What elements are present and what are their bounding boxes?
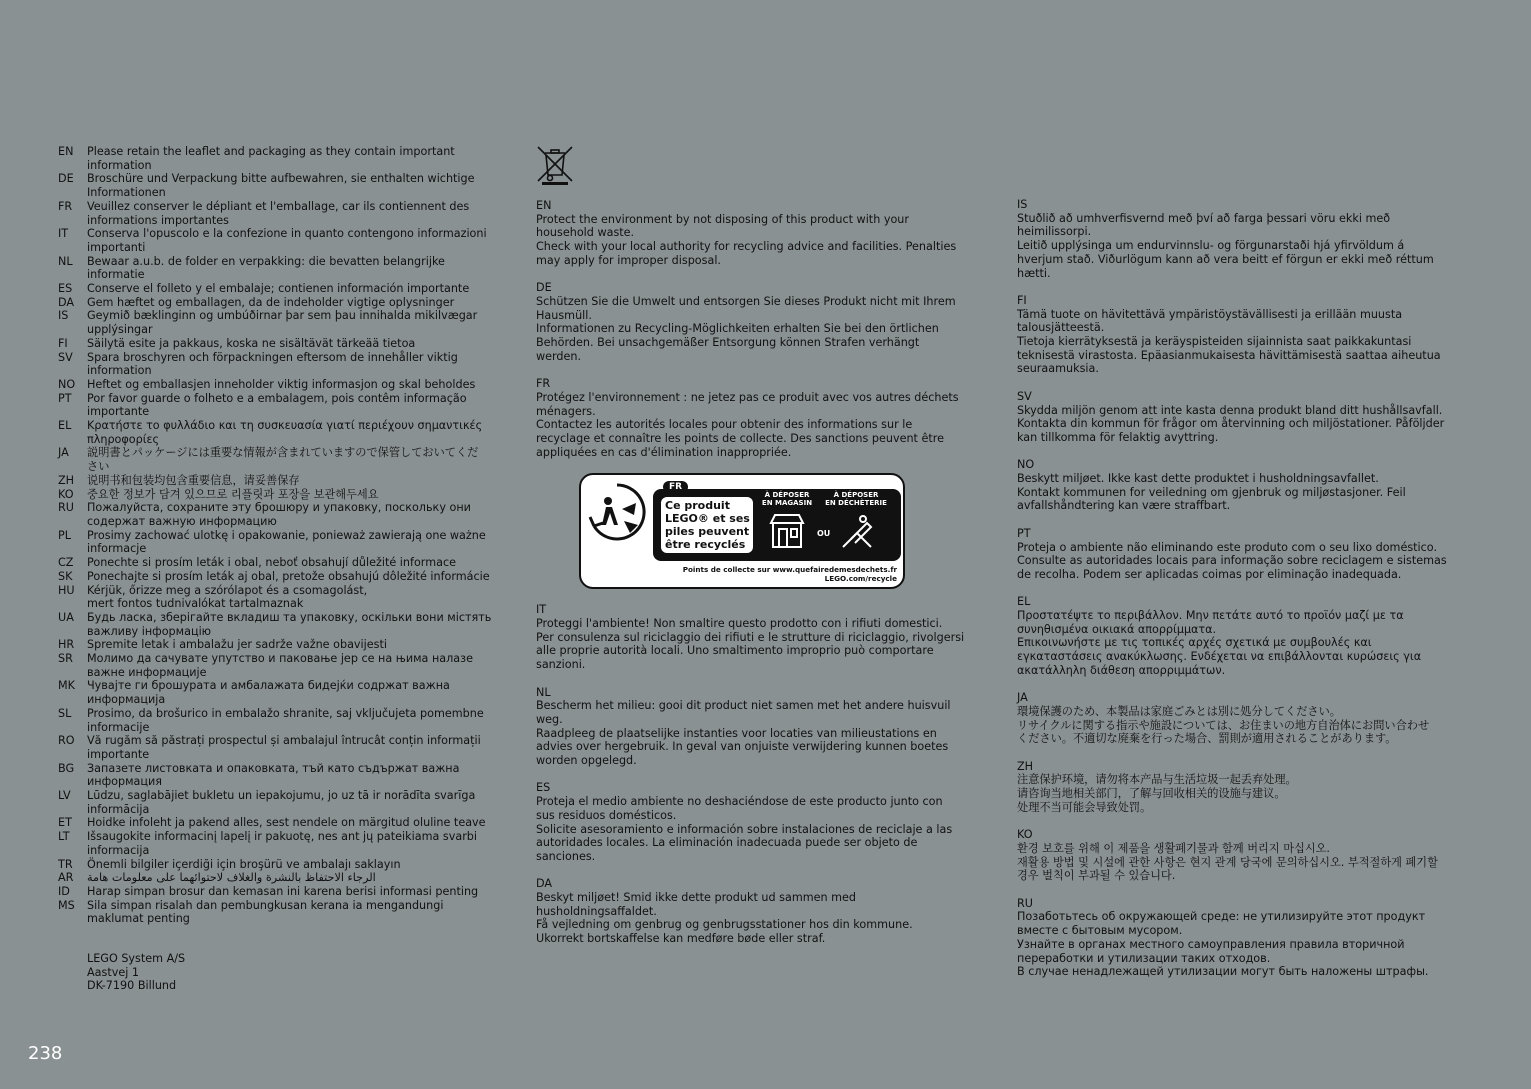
retain-notice-text: Geymið bæklinginn og umbúðirnar þar sem þau innihalda mikilvægar upplýsingar bbox=[87, 309, 478, 337]
disposal-notice bbox=[1017, 828, 1472, 883]
language-code: ZH bbox=[1017, 759, 1034, 773]
retain-notice-row bbox=[58, 556, 516, 570]
company-address: LEGO System A/S Aastvej 1 DK-7190 Billund bbox=[87, 952, 186, 993]
retain-notice-row bbox=[58, 501, 516, 528]
retain-notice-text: 说明书和包装均包含重要信息，请妥善保存 bbox=[87, 473, 300, 487]
fr-store-label: À DÉPOSER EN MAGASIN bbox=[761, 491, 813, 508]
retain-notice-text: Conserva l'opuscolo e la confezione in quanto contengono informazioni importanti bbox=[87, 227, 487, 254]
disposal-notice bbox=[1017, 198, 1472, 280]
retain-notice-text: Kérjük, őrizze meg a szórólapot és a csomagolást, mert fontos tudnivalókat tartalmaznak bbox=[87, 583, 368, 611]
language-code: ET bbox=[58, 816, 72, 830]
fr-label: FR bbox=[663, 481, 688, 493]
language-code: NL bbox=[536, 685, 551, 699]
disposal-notice-text: Skydda miljön genom att inte kasta denna produkt bland ditt hushållsavfall. Kontakta din kommun för frågor om återvinning och miljöstationer. Påföljder kan tillkomma för felaktig avyttring. bbox=[1017, 403, 1445, 444]
disposal-notice-text: Beskyt miljøet! Smid ikke dette produkt ud sammen med husholdningsaffaldet. Få vejledning om genbrug og genbrugsstationer hos din kommune. Ukorrekt bortskaffelse kan medføre bøde eller straf. bbox=[536, 891, 913, 946]
disposal-notice bbox=[1017, 897, 1472, 979]
fr-line: LEGO® et ses bbox=[665, 512, 750, 526]
disposal-column-3 bbox=[1017, 198, 1472, 993]
language-code: MS bbox=[58, 898, 75, 912]
retain-notice-text: Harap simpan brosur dan kemasan ini karena berisi informasi penting bbox=[87, 884, 479, 898]
language-code: ID bbox=[58, 884, 70, 898]
retain-notice-text: Išsaugokite informacinį lapelį ir pakuotę, nes ant jų pateikiama svarbi informacija bbox=[87, 830, 478, 857]
fr-recycling-badge bbox=[579, 473, 905, 589]
disposal-list-bottom bbox=[536, 603, 991, 946]
retain-notice-row bbox=[58, 351, 516, 378]
language-code: PT bbox=[58, 391, 72, 405]
language-code: SK bbox=[58, 569, 73, 583]
retain-notice-text: Чувајте ги брошурата и амбалажата бидејќи содржат важна информација bbox=[87, 679, 450, 707]
disposal-notice-text: 環境保護のため、本製品は家庭ごみとは別に処分してください。 リサイクルに関する指示や施設については、お住まいの地方自治体にお問い合わせ ください。不適切な廃棄を行った場合、罰則が適用されることがあります。 bbox=[1017, 704, 1430, 746]
retain-notice-row bbox=[58, 885, 516, 899]
language-code: FI bbox=[1017, 293, 1027, 307]
language-code: DA bbox=[58, 295, 75, 309]
fr-line: être recyclés bbox=[665, 538, 746, 552]
disposal-notice bbox=[536, 377, 991, 459]
language-code: IT bbox=[58, 227, 69, 241]
retain-notice-text: Молимо да сачувате упутство и паковање јер се на њима налазе важне информације bbox=[87, 652, 473, 679]
retain-notice-text: Prosimy zachować ulotkę i opakowanie, ponieważ zawierają one ważne informacje bbox=[87, 528, 486, 556]
language-code: PT bbox=[1017, 526, 1031, 540]
retain-notice-text: Bewaar a.u.b. de folder en verpakking: die bevatten belangrijke informatie bbox=[87, 254, 445, 282]
disposal-notice bbox=[1017, 294, 1472, 376]
language-code: ES bbox=[58, 282, 73, 296]
language-code: FI bbox=[58, 336, 68, 350]
retain-notice-text: Säilytä esite ja pakkaus, koska ne sisältävät tärkeää tietoa bbox=[87, 336, 416, 350]
disposal-notice-text: Protégez l'environnement : ne jetez pas ce produit avec vos autres déchets ménagers. Contactez les autorités locales pour obtenir des informations sur le recyclage et connaître les points de collecte. Des sanctions peuvent être appliquées en cas d'élimination inappropriée. bbox=[536, 390, 959, 459]
language-code: SR bbox=[58, 652, 73, 666]
retain-notice-text: Please retain the leaflet and packaging as they contain important information bbox=[87, 145, 455, 172]
triman-recycle-icon bbox=[586, 481, 648, 543]
disposal-notice bbox=[1017, 390, 1472, 445]
language-code: HU bbox=[58, 583, 75, 597]
retain-notice-row bbox=[58, 296, 516, 310]
retain-notice-row bbox=[58, 392, 516, 419]
language-code: FR bbox=[536, 377, 551, 391]
disposal-notice bbox=[536, 686, 991, 768]
language-code: EL bbox=[1017, 595, 1031, 609]
disposal-notice bbox=[1017, 595, 1472, 677]
retain-notice-row bbox=[58, 638, 516, 652]
crossed-out-bin-icon bbox=[536, 145, 574, 185]
retain-notice-row bbox=[58, 446, 516, 473]
language-code: KO bbox=[58, 487, 74, 501]
disposal-notice-text: Προστατέψτε το περιβάλλον. Μην πετάτε αυτό το προϊόν μαζί με τα συνηθισμένα οικιακά απορρίμματα. Επικοινωνήστε με τις τοπικές αρχές σχετικά με συμβουλές και εγκαταστάσεις ανακύκλωσης. Ενδέχεται να επιβάλλονται κυρώσεις για ακατάλληλη διάθεση απορριμμάτων. bbox=[1017, 609, 1422, 677]
retain-notice-row bbox=[58, 816, 516, 830]
disposal-notice bbox=[536, 199, 991, 268]
dump-bin-icon bbox=[837, 511, 877, 551]
retain-notice-row bbox=[58, 309, 516, 336]
retain-notice-row bbox=[58, 488, 516, 502]
retain-notice-row bbox=[58, 871, 516, 885]
language-code: MK bbox=[58, 679, 75, 693]
disposal-notice bbox=[1017, 458, 1472, 513]
language-code: NL bbox=[58, 254, 73, 268]
retain-notice-row bbox=[58, 734, 516, 761]
retain-notice-text: Gem hæftet og emballagen, da de indeholder vigtige oplysninger bbox=[87, 295, 455, 309]
language-code: DE bbox=[536, 281, 552, 295]
disposal-notice bbox=[536, 781, 991, 863]
language-code: EL bbox=[58, 419, 72, 433]
retain-notice-row bbox=[58, 419, 516, 446]
language-code: FR bbox=[58, 199, 73, 213]
language-code: NO bbox=[58, 377, 76, 391]
retain-notice-text: Будь ласка, зберігайте вкладиш та упаковку, оскільки вони містять важливу інформацію bbox=[87, 610, 492, 638]
disposal-notice-text: Schützen Sie die Umwelt und entsorgen Sie dieses Produkt nicht mit Ihrem Hausmüll. Informationen zu Recycling-Möglichkeiten erhalten Sie bei den örtlichen Behörden. Bei unsachgemäßer Entsorgung können Strafen verhängt werden. bbox=[536, 294, 956, 363]
disposal-notice bbox=[1017, 760, 1472, 815]
disposal-notice-text: 注意保护环境，请勿将本产品与生活垃圾一起丢弃处理。 请咨询当地相关部门，了解与回收相关的设施与建议。 处理不当可能会导致处罚。 bbox=[1017, 773, 1297, 814]
language-code: ZH bbox=[58, 473, 75, 487]
retain-notice-row bbox=[58, 899, 516, 926]
retain-notice-row bbox=[58, 570, 516, 584]
retain-notice-row bbox=[58, 378, 516, 392]
retain-notice-text: 説明書とパッケージには重要な情報が含まれていますので保管しておいてくだ さい bbox=[87, 446, 479, 474]
retain-notice-row bbox=[58, 830, 516, 857]
page-number: 238 bbox=[28, 1043, 63, 1064]
retain-notice-row bbox=[58, 584, 516, 611]
disposal-column-2 bbox=[536, 145, 991, 960]
language-code: LT bbox=[58, 830, 70, 844]
retain-notice-row bbox=[58, 652, 516, 679]
disposal-notice-text: Protect the environment by not disposing of this product with your household waste. Check with your local authority for recycling advice and facilities. Penalties may apply for improper disposal. bbox=[536, 212, 957, 267]
retain-notice-text: الرجاء الاحتفاظ بالنشرة والغلاف لاحتوائهما على معلومات هامة bbox=[87, 871, 376, 885]
disposal-notice bbox=[536, 877, 991, 946]
retain-notice-row bbox=[58, 789, 516, 816]
disposal-notice-text: Proteggi l'ambiente! Non smaltire questo prodotto con i rifiuti domestici. Per consulenza sul riciclaggio dei rifiuti e le strutture di riciclaggio, rivolgersi alle proprie autorità locali. Uno smaltimento improprio può comportare sanzioni. bbox=[536, 617, 965, 672]
retain-notice-text: Sila simpan risalah dan pembungkusan kerana ia mengandungi maklumat penting bbox=[87, 898, 444, 926]
language-code: RU bbox=[58, 501, 74, 515]
retain-notice-row bbox=[58, 762, 516, 789]
retain-notice-text: Запазете листовката и опаковката, тъй като съдържат важна информация bbox=[87, 761, 460, 789]
language-code: HR bbox=[58, 638, 75, 652]
disposal-notice-text: Proteja el medio ambiente no deshaciéndose de este producto junto con sus residuos domésticos. Solicite asesoramiento e información sobre instalaciones de reciclaje a las autoridades locales. La eliminación inadecuada puede ser objeto de sanciones. bbox=[536, 795, 953, 863]
retain-notice-text: Пожалуйста, сохраните эту брошюру и упаковку, поскольку они содержат важную информацию bbox=[87, 501, 471, 528]
retain-notice-text: Conserve el folleto y el embalaje; contienen información importante bbox=[87, 282, 470, 296]
retain-notice-row bbox=[58, 282, 516, 296]
retain-notice-text: Önemli bilgiler içerdiği için broşürü ve ambalajı saklayın bbox=[87, 857, 401, 871]
retain-notice-row bbox=[58, 611, 516, 638]
retain-notice-text: Heftet og emballasjen inneholder viktig informasjon og skal beholdes bbox=[87, 377, 476, 391]
retain-notice-row bbox=[58, 172, 516, 199]
retain-notice-row bbox=[58, 529, 516, 556]
language-code: DE bbox=[58, 172, 74, 186]
disposal-notice-text: Beskytt miljøet. Ikke kast dette produktet i husholdningsavfallet. Kontakt kommunen for veiledning om gjenbruk og miljøstasjoner. Feil avfallshåndtering kan være straffbart. bbox=[1017, 472, 1406, 513]
disposal-list-top bbox=[536, 199, 991, 459]
retain-notice-text: Vă rugăm să păstrați prospectul și ambalajul întrucât conțin informații importante bbox=[87, 734, 481, 761]
language-code: KO bbox=[1017, 828, 1033, 842]
language-code: PL bbox=[58, 528, 71, 542]
fr-or-label: OU bbox=[817, 529, 831, 539]
retain-notices-column bbox=[58, 145, 516, 993]
retain-notice-text: Ponechte si prosím leták i obal, neboť obsahují důležité informace bbox=[87, 556, 456, 570]
language-code: IT bbox=[536, 603, 547, 617]
disposal-notice-text: 환경 보호를 위해 이 제품을 생활폐기물과 함께 버리지 마십시오. 재활용 방법 및 시설에 관한 사항은 현지 관계 당국에 문의하십시오. 부적절하게 폐기할 경우 벌칙이 부과될 수 있습니다. bbox=[1017, 841, 1438, 883]
retain-notice-text: Veuillez conserver le dépliant et l'emballage, car ils contiennent des informations importantes bbox=[87, 199, 470, 227]
retain-notice-text: Spara broschyren och förpackningen eftersom de innehåller viktig information bbox=[87, 350, 458, 378]
language-code: SV bbox=[58, 350, 73, 364]
language-code: DA bbox=[536, 877, 553, 891]
disposal-notice-text: Proteja o ambiente não eliminando este produto com o seu lixo doméstico. Consulte as autoridades locais para informação sobre reciclagem e sistemas de recolha. Podem ser aplicadas coimas por eliminação inadequada. bbox=[1017, 540, 1447, 581]
language-code: EN bbox=[536, 199, 552, 212]
language-code: UA bbox=[58, 610, 74, 624]
retain-notice-row bbox=[58, 227, 516, 254]
language-code: IS bbox=[1017, 198, 1028, 211]
fr-line: piles peuvent bbox=[665, 525, 750, 539]
retain-notice-row bbox=[58, 474, 516, 488]
language-code: AR bbox=[58, 871, 74, 885]
disposal-list-col3 bbox=[1017, 198, 1472, 979]
fr-line: Ce produit bbox=[665, 499, 730, 513]
retain-notice-text: Spremite letak i ambalažu jer sadrže važne obavijesti bbox=[87, 638, 387, 652]
retain-notice-text: 중요한 정보가 담겨 있으므로 리플릿과 포장을 보관해두세요 bbox=[87, 487, 379, 501]
retain-notice-row bbox=[58, 200, 516, 227]
retain-notice-text: Prosimo, da brošurico in embalažo shranite, saj vključujeta pomembne informacije bbox=[87, 706, 484, 734]
fr-dump-label: À DÉPOSER EN DÉCHÈTERIE bbox=[825, 491, 887, 508]
store-icon bbox=[767, 511, 807, 551]
retain-notice-row bbox=[58, 145, 516, 172]
disposal-notice-text: Tämä tuote on hävitettävä ympäristöystävällisesti ja erillään muusta talousjätteestä. Tietoja kierrätyksestä ja keräyspisteiden sijainnista saat paikkakuntasi teknisestä virastosta. Epäasianmukaisesta hävittämisestä saattaa aiheutua seuraamuksia. bbox=[1017, 307, 1441, 376]
language-code: JA bbox=[1017, 691, 1028, 705]
disposal-notice bbox=[536, 281, 991, 363]
retain-notice-row bbox=[58, 255, 516, 282]
language-code: IS bbox=[58, 309, 69, 323]
language-code: LV bbox=[58, 789, 71, 803]
fr-collection-links: Points de collecte sur www.quefairedemesdechets.fr LEGO.com/recycle bbox=[682, 565, 897, 584]
language-code: TR bbox=[58, 857, 73, 871]
language-code: ES bbox=[536, 781, 551, 795]
language-code: NO bbox=[1017, 458, 1035, 472]
language-code: RO bbox=[58, 734, 75, 748]
language-code: SL bbox=[58, 706, 72, 720]
retain-notice-text: Por favor guarde o folheto e a embalagem, pois contêm informação importante bbox=[87, 391, 467, 419]
retain-notice-row bbox=[58, 679, 516, 706]
language-code: CZ bbox=[58, 556, 74, 570]
retain-notice-text: Hoidke infoleht ja pakend alles, sest nendele on märgitud oluline teave bbox=[87, 816, 486, 830]
language-code: BG bbox=[58, 761, 75, 775]
retain-notice-text: Ponechajte si prosím leták aj obal, pretože obsahujú dôležité informácie bbox=[87, 569, 490, 583]
retain-notice-row bbox=[58, 707, 516, 734]
disposal-notice bbox=[536, 603, 991, 672]
language-code: SV bbox=[1017, 389, 1032, 403]
retain-notice-text: Κρατήστε το φυλλάδιο και τη συσκευασία γιατί περιέχουν σημαντικές πληροφορίες bbox=[87, 419, 483, 446]
language-code: EN bbox=[58, 145, 74, 158]
disposal-notice-text: Позаботьтесь об окружающей среде: не утилизируйте этот продукт вместе с бытовым мусором. Узнайте в органах местного самоуправления правила вторичной переработки и утилизации таких отходов. В случае ненадлежащей утилизации могут быть наложены штрафы. bbox=[1017, 910, 1429, 979]
language-code: JA bbox=[58, 446, 69, 460]
disposal-notice-text: Bescherm het milieu: gooi dit product niet samen met het andere huisvuil weg. Raadpleeg de plaatselijke instanties voor locaties van milieustations en advies over hergebruik. In geval van onjuiste verwijdering kunnen boetes worden opgelegd. bbox=[536, 699, 951, 768]
disposal-notice bbox=[1017, 691, 1472, 746]
disposal-notice-text: Stuðlið að umhverfisvernd með því að farga þessari vöru ekki með heimilissorpi. Leitið upplýsinga um endurvinnslu- og förgunarstaði hjá yfirvöldum á hverjum stað. Viðurlögum kann að vera beitt ef förgun er ekki með réttum hætti. bbox=[1017, 211, 1434, 280]
language-code: RU bbox=[1017, 896, 1033, 910]
retain-notice-text: Lūdzu, saglabājiet bukletu un iepakojumu, jo uz tā ir norādīta svarīga informācija bbox=[87, 789, 476, 816]
retain-notice-text: Broschüre und Verpackung bitte aufbewahren, sie enthalten wichtige Informationen bbox=[87, 172, 475, 200]
disposal-notice bbox=[1017, 527, 1472, 582]
retain-notices-list bbox=[58, 145, 516, 926]
retain-notice-row bbox=[58, 858, 516, 872]
retain-notice-row bbox=[58, 337, 516, 351]
